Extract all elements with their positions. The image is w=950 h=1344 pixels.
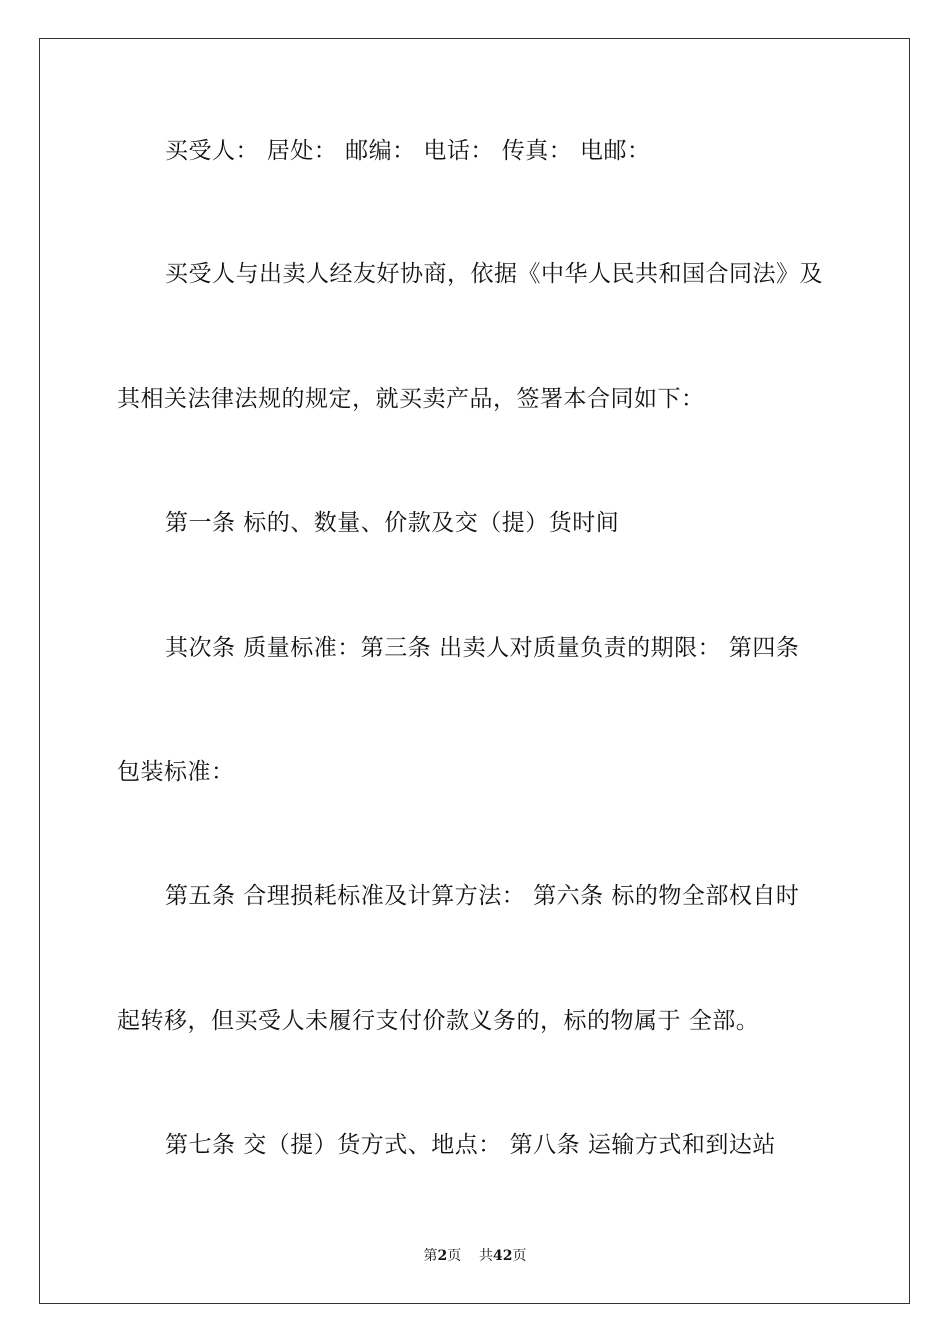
total-pages: 42 bbox=[493, 1248, 513, 1264]
page-footer bbox=[0, 1247, 950, 1265]
article-5-6-line-1: 第五条 合理损耗标准及计算方法： 第六条 标的物全部权自时 bbox=[165, 883, 800, 909]
page-suffix: 页 bbox=[447, 1248, 462, 1264]
article-7-8-line: 第七条 交（提）货方式、地点： 第八条 运输方式和到达站 bbox=[165, 1132, 776, 1158]
paragraph-intro-line-2: 其相关法律法规的规定，就买卖产品，签署本合同如下： bbox=[117, 386, 705, 412]
page-prefix: 第 bbox=[423, 1248, 438, 1264]
article-5-6-line-2: 起转移，但买受人未履行支付价款义务的，标的物属于 全部。 bbox=[117, 1008, 760, 1034]
total-suffix: 页 bbox=[512, 1248, 527, 1264]
paragraph-intro-line-1: 买受人与出卖人经友好协商，依据《中华人民共和国合同法》及 bbox=[165, 261, 823, 287]
article-2-4-line-2: 包装标准： bbox=[117, 759, 235, 785]
article-1-heading: 第一条 标的、数量、价款及交（提）货时间 bbox=[165, 510, 620, 536]
article-2-4-line-1: 其次条 质量标准：第三条 出卖人对质量负责的期限： 第四条 bbox=[165, 635, 800, 661]
page-number: 2 bbox=[437, 1248, 448, 1264]
buyer-info-line: 买受人： 居处： 邮编： 电话： 传真： 电邮： bbox=[165, 138, 651, 164]
page-border bbox=[39, 38, 910, 1304]
total-prefix: 共 bbox=[479, 1248, 494, 1264]
